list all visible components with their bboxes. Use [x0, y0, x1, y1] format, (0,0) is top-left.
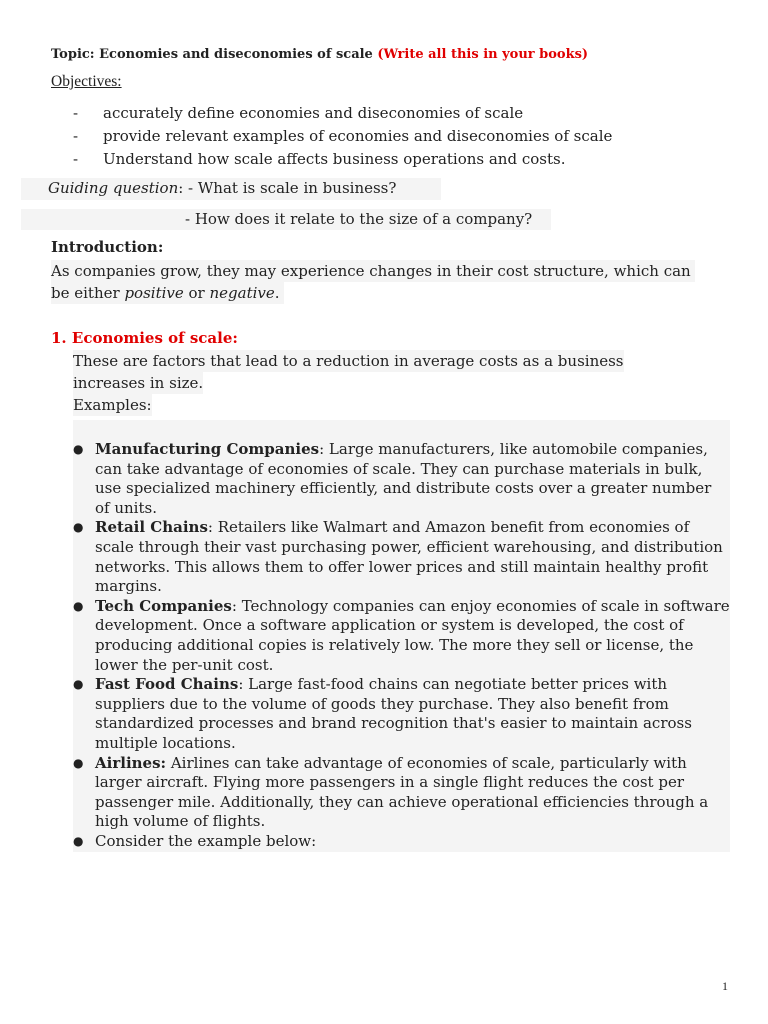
objective-text: provide relevant examples of economies and diseconomies of scale [103, 127, 613, 145]
list-item [73, 675, 730, 753]
list-item [73, 440, 730, 518]
bullet-icon: ● [73, 520, 84, 535]
section-1-desc-line: These are factors that lead to a reduction in average costs as a business [73, 352, 624, 370]
example-title: Tech Companies [95, 596, 232, 615]
example-text: : Technology companies can enjoy economies of scale in software development. Once a software application or system is developed, the cost of producing additional copies is relatively low. The more they sell or license, the lower the per-unit cost. [95, 596, 730, 674]
example-text: : Retailers like Walmart and Amazon benefit from economies of scale through their vast purchasing power, efficient warehousing, and distribution networks. This allows them to offer lower prices and still maintain healthy profit margins. [95, 518, 723, 596]
negative-term: negative [209, 284, 275, 302]
guiding-question-text: - How does it relate to the size of a company? [185, 210, 533, 228]
objective-item [73, 104, 523, 122]
objectives-heading: Objectives: [51, 73, 122, 90]
objective-item [73, 127, 612, 145]
bullet-icon: ● [73, 755, 84, 770]
dash-marker: - [73, 127, 79, 145]
bullet-icon: ● [73, 677, 84, 692]
list-item [73, 831, 730, 852]
dash-marker: - [73, 150, 79, 168]
bullet-icon: ● [73, 442, 84, 456]
guiding-question-1 [21, 178, 441, 200]
introduction-heading: Introduction: [51, 238, 164, 256]
list-item [73, 596, 730, 675]
example-title: Fast Food Chains [95, 675, 239, 694]
example-text: : Large fast-food chains can negotiate better prices with suppliers due to the volume of goods they purchase. They also benefit from standardized processes and brand recognition that's easier to maintain across multiple locations. [95, 675, 692, 752]
topic-label: Topic: Economies and diseconomies of scale [51, 47, 373, 62]
introduction-paragraph [51, 260, 721, 304]
section-1-description [73, 350, 673, 416]
topic-heading [51, 47, 588, 62]
examples-label: Examples: [73, 396, 152, 414]
example-text: Consider the example below: [95, 831, 317, 850]
objective-text: Understand how scale affects business operations and costs. [103, 150, 566, 168]
topic-note: (Write all this in your books) [377, 47, 589, 62]
guiding-question-label: Guiding question [48, 179, 179, 197]
bullet-icon: ● [73, 833, 84, 848]
objective-text: accurately define economies and diseconomies of scale [103, 104, 524, 122]
intro-line-1: As companies grow, they may experience changes in their cost structure, which can [51, 260, 695, 282]
list-item [73, 518, 730, 596]
section-1-desc-line: increases in size. [73, 374, 204, 392]
section-1-heading: 1. Economies of scale: [51, 329, 238, 347]
guiding-question-text: : - What is scale in business? [178, 179, 397, 197]
example-text: Airlines can take advantage of economies of scale, particularly with larger aircraft. Flying more passengers in a single flight reduces the cost per passenger mile. Additionally, they can achieve operational efficiencies through a high volume of flights. [95, 753, 709, 831]
intro-line-2: be either positive or negative. [51, 282, 284, 304]
bullet-icon: ● [73, 598, 84, 613]
positive-term: positive [124, 284, 184, 302]
objective-item [73, 150, 565, 168]
page-number: 1 [722, 979, 728, 993]
list-item [73, 753, 730, 832]
dash-marker: - [73, 104, 79, 122]
example-title: Airlines: [95, 753, 167, 772]
examples-list [73, 440, 730, 851]
example-text: : Large manufacturers, like automobile companies, can take advantage of economies of scale. They can purchase materials in bulk, use specialized machinery efficiently, and distribute costs over a greater number of units. [95, 440, 712, 517]
example-title: Manufacturing Companies [95, 440, 320, 458]
example-title: Retail Chains [95, 518, 208, 537]
guiding-question-2 [21, 209, 551, 230]
